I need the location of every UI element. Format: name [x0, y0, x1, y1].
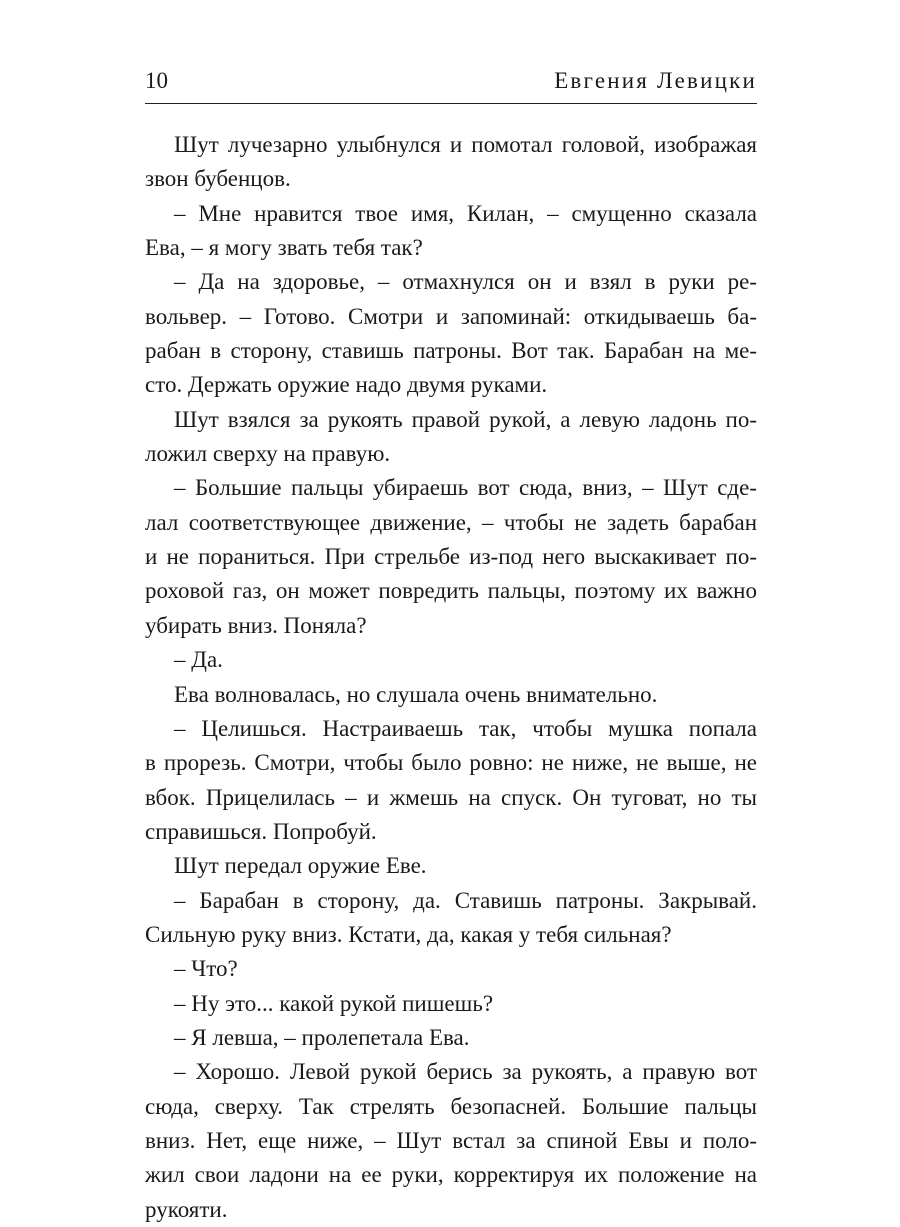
text-line: – Барабан в сторону, да. Ставишь патроны. Закрывай. [174, 887, 757, 913]
text-line: Ева волновалась, но слушала очень внимательно. [174, 681, 658, 707]
text-line: – Да на здоровье, – отмахнулся он и взял в руки ре- [174, 269, 757, 295]
header-rule [145, 103, 757, 104]
text-line: вбок. Прицелилась – и жмешь на спуск. Он туговат, но ты [145, 784, 757, 810]
text-line: Ева, – я могу звать тебя так? [145, 235, 423, 261]
text-line: справишься. Попробуй. [145, 818, 377, 844]
text-line: Сильную руку вниз. Кстати, да, какая у тебя сильная? [145, 921, 672, 947]
text-line: убирать вниз. Поняла? [145, 612, 367, 638]
text-line: – Хорошо. Левой рукой берись за рукоять, а правую вот [174, 1059, 757, 1085]
text-line: лал соответствующее движение, – чтобы не задеть барабан [145, 509, 757, 535]
text-line: – Целишься. Настраиваешь так, чтобы мушка попала [174, 715, 757, 741]
text-line: сюда, сверху. Так стрелять безопасней. Большие пальцы [145, 1093, 757, 1119]
text-line: – Да. [174, 647, 223, 673]
text-line: – Мне нравится твое имя, Килан, – смущенно сказала [174, 200, 757, 226]
body-text [145, 128, 757, 1227]
text-line: – Большие пальцы убираешь вот сюда, вниз, – Шут сде- [174, 475, 757, 501]
running-title: Евгения Левицки [554, 68, 757, 93]
text-line: Шут взялся за рукоять правой рукой, а левую ладонь по- [174, 406, 757, 432]
running-header [145, 68, 757, 98]
text-line: и не пораниться. При стрельбе из-под него выскакивает по- [145, 544, 757, 570]
text-line: Шут лучезарно улыбнулся и помотал головой, изображая [174, 132, 757, 157]
text-line: сто. Держать оружие надо двумя руками. [145, 372, 548, 398]
text-line: звон бубенцов. [145, 166, 291, 192]
text-line: рукояти. [145, 1196, 228, 1222]
text-line: рабан в сторону, ставишь патроны. Вот так. Барабан на ме- [145, 338, 757, 364]
text-line: ложил сверху на правую. [145, 441, 391, 467]
text-line: Шут передал оружие Еве. [174, 853, 427, 879]
text-line: в прорезь. Смотри, чтобы было ровно: не ниже, не выше, не [145, 750, 757, 776]
text-line: роховой газ, он может повредить пальцы, поэтому их важно [145, 578, 757, 604]
page-number: 10 [145, 68, 168, 93]
text-line: жил свои ладони на ее руки, корректируя их положение на [145, 1162, 757, 1188]
text-line: вниз. Нет, еще ниже, – Шут встал за спиной Евы и поло- [145, 1127, 757, 1153]
text-line: – Ну это... какой рукой пишешь? [174, 990, 494, 1016]
text-line: – Что? [174, 956, 238, 982]
text-line: – Я левша, – пролепетала Ева. [174, 1024, 470, 1050]
text-line: вольвер. – Готово. Смотри и запоминай: откидываешь ба- [145, 303, 757, 329]
